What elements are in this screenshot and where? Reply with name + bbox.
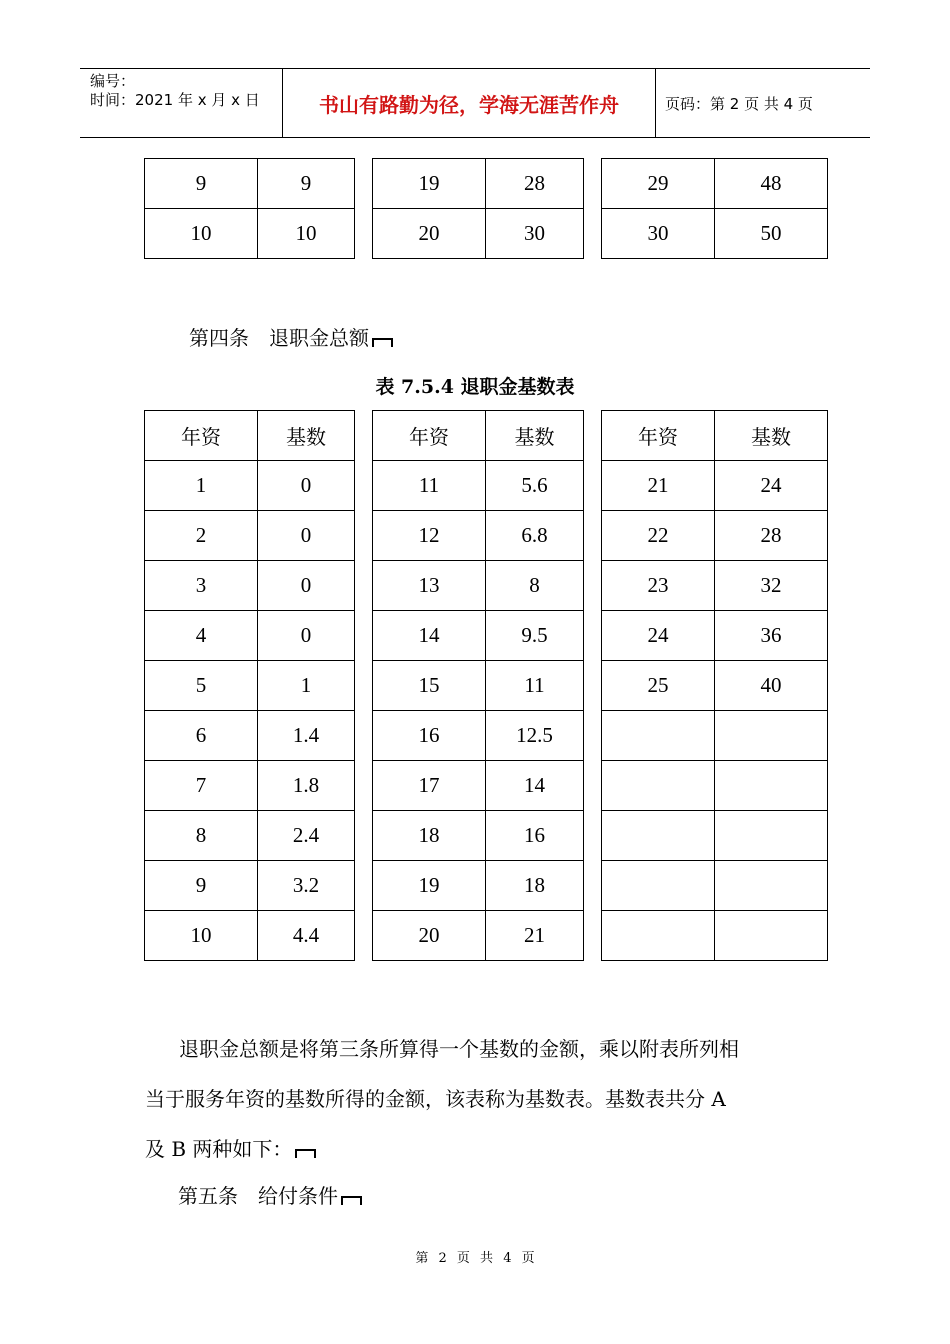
table-cell [602, 811, 715, 861]
table-cell: 19 [373, 861, 486, 911]
table-cell: 48 [715, 159, 828, 209]
base-table [144, 410, 828, 961]
table-cell: 1 [258, 661, 355, 711]
table-cell: 1.8 [258, 761, 355, 811]
table-cell: 2.4 [258, 811, 355, 861]
top-table [144, 158, 828, 259]
table-cell: 0 [258, 561, 355, 611]
table-cell: 5.6 [486, 461, 584, 511]
table-cell: 28 [486, 159, 584, 209]
table-cell: 9 [258, 159, 355, 209]
number-label: 编号： [90, 72, 136, 90]
table-cell: 6.8 [486, 511, 584, 561]
table-cell: 16 [486, 811, 584, 861]
paragraph-mark-icon [372, 338, 393, 347]
column-gap [355, 209, 373, 259]
column-gap [355, 511, 373, 561]
table-row [145, 561, 828, 611]
table-cell: 12 [373, 511, 486, 561]
column-header: 年资 [145, 411, 258, 461]
table-cell: 3 [145, 561, 258, 611]
column-gap [355, 159, 373, 209]
column-gap [584, 511, 602, 561]
table-header-row [145, 411, 828, 461]
table-cell: 50 [715, 209, 828, 259]
column-gap [584, 861, 602, 911]
column-gap [584, 561, 602, 611]
table-cell: 29 [602, 159, 715, 209]
body-line-text: 及 B 两种如下： [145, 1137, 293, 1161]
table-cell: 9 [145, 159, 258, 209]
table-cell: 18 [373, 811, 486, 861]
table-cell: 18 [486, 861, 584, 911]
table-cell: 14 [486, 761, 584, 811]
column-gap [584, 711, 602, 761]
table-cell: 28 [715, 511, 828, 561]
table-row [145, 611, 828, 661]
table-cell: 23 [602, 561, 715, 611]
table-cell: 11 [373, 461, 486, 511]
table-cell: 10 [258, 209, 355, 259]
table-cell: 30 [602, 209, 715, 259]
header-page-info: 页码：第 2 页 共 4 页 [665, 94, 813, 113]
table-row [145, 761, 828, 811]
body-paragraph [145, 1024, 815, 1174]
table-cell: 8 [486, 561, 584, 611]
column-gap [584, 411, 602, 461]
table-cell: 9.5 [486, 611, 584, 661]
table-cell [602, 911, 715, 961]
table-cell: 17 [373, 761, 486, 811]
column-gap [355, 411, 373, 461]
table-cell: 7 [145, 761, 258, 811]
table-cell: 30 [486, 209, 584, 259]
table-cell: 4.4 [258, 911, 355, 961]
table-cell [715, 911, 828, 961]
body-line-3 [145, 1124, 815, 1174]
table-cell: 6 [145, 711, 258, 761]
column-gap [355, 461, 373, 511]
article-5-heading [178, 1180, 362, 1209]
table-row [145, 661, 828, 711]
table-cell: 36 [715, 611, 828, 661]
table-cell [715, 761, 828, 811]
table-cell: 11 [486, 661, 584, 711]
table-cell: 16 [373, 711, 486, 761]
table-row [145, 209, 828, 259]
paragraph-mark-icon [341, 1196, 362, 1205]
table-row [145, 511, 828, 561]
table-cell [715, 811, 828, 861]
table-cell: 12.5 [486, 711, 584, 761]
table-row [145, 861, 828, 911]
table-cell [715, 861, 828, 911]
column-gap [584, 611, 602, 661]
column-gap [355, 611, 373, 661]
column-header: 基数 [715, 411, 828, 461]
table-cell: 1 [145, 461, 258, 511]
table-cell: 20 [373, 209, 486, 259]
table-cell: 14 [373, 611, 486, 661]
table-cell: 9 [145, 861, 258, 911]
table-row [145, 811, 828, 861]
table-cell: 0 [258, 461, 355, 511]
page-footer: 第 2 页 共 4 页 [415, 1251, 535, 1266]
column-gap [355, 561, 373, 611]
table-cell: 19 [373, 159, 486, 209]
column-header: 年资 [373, 411, 486, 461]
column-gap [584, 461, 602, 511]
table-cell: 32 [715, 561, 828, 611]
table-cell: 22 [602, 511, 715, 561]
table-cell: 25 [602, 661, 715, 711]
table-cell: 10 [145, 911, 258, 961]
column-gap [355, 811, 373, 861]
column-gap [584, 761, 602, 811]
body-line: 退职金总额是将第三条所算得一个基数的金额，乘以附表所列相 [179, 1037, 739, 1061]
article-4-heading [189, 322, 393, 351]
article-4-text: 第四条 退职金总额 [189, 326, 369, 350]
column-gap [584, 811, 602, 861]
column-gap [584, 209, 602, 259]
table-cell: 10 [145, 209, 258, 259]
table-cell: 0 [258, 511, 355, 561]
table-row [145, 159, 828, 209]
table-cell: 15 [373, 661, 486, 711]
body-line: 当于服务年资的基数所得的金额，该表称为基数表。基数表共分 A [145, 1087, 726, 1111]
column-gap [355, 661, 373, 711]
page-header [80, 68, 870, 138]
column-gap [584, 911, 602, 961]
table-cell: 24 [602, 611, 715, 661]
table-cell: 24 [715, 461, 828, 511]
column-gap [355, 761, 373, 811]
column-gap [584, 661, 602, 711]
column-header: 基数 [486, 411, 584, 461]
article-5-text: 第五条 给付条件 [178, 1184, 338, 1208]
column-gap [584, 159, 602, 209]
time-label: 时间：2021 年 x 月 x 日 [90, 91, 260, 109]
table-row [145, 461, 828, 511]
table-cell: 2 [145, 511, 258, 561]
table-cell: 21 [602, 461, 715, 511]
column-header: 年资 [602, 411, 715, 461]
column-gap [355, 911, 373, 961]
table-cell: 0 [258, 611, 355, 661]
table-cell [602, 861, 715, 911]
column-gap [355, 711, 373, 761]
table-cell [602, 711, 715, 761]
table-cell [602, 761, 715, 811]
table-cell: 1.4 [258, 711, 355, 761]
table-cell: 8 [145, 811, 258, 861]
table-caption: 表 7.5.4 退职金基数表 [375, 376, 575, 398]
table-cell [715, 711, 828, 761]
header-meta [80, 69, 282, 137]
header-motto: 书山有路勤为径，学海无涯苦作舟 [282, 69, 656, 137]
column-header: 基数 [258, 411, 355, 461]
table-cell: 4 [145, 611, 258, 661]
table-cell: 3.2 [258, 861, 355, 911]
paragraph-mark-icon [295, 1149, 316, 1158]
table-cell: 21 [486, 911, 584, 961]
table-row [145, 911, 828, 961]
table-cell: 40 [715, 661, 828, 711]
table-row [145, 711, 828, 761]
table-cell: 5 [145, 661, 258, 711]
table-cell: 13 [373, 561, 486, 611]
column-gap [355, 861, 373, 911]
table-cell: 20 [373, 911, 486, 961]
